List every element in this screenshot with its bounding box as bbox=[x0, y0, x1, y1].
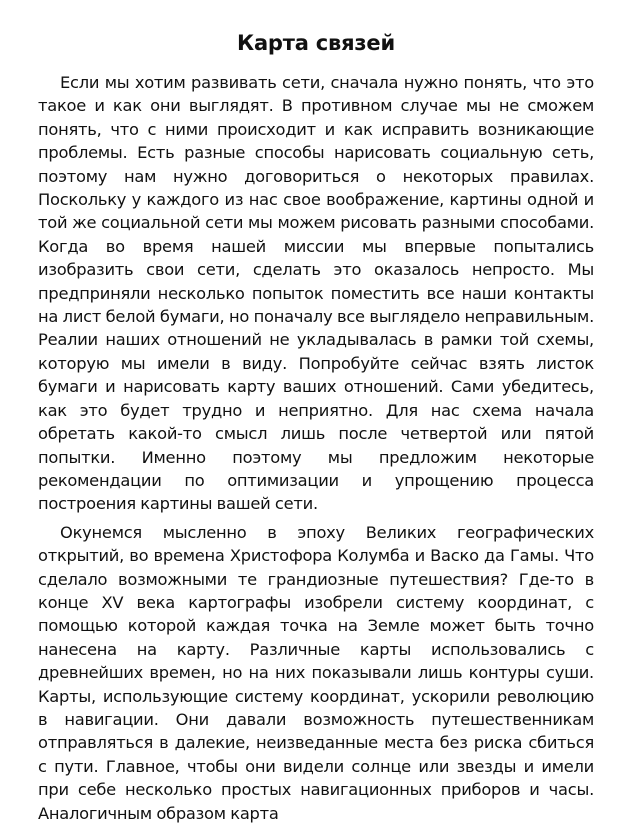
body-text bbox=[38, 71, 594, 825]
document-page bbox=[38, 28, 594, 825]
paragraph-1: Если мы хотим развивать сети, сначала нужно понять, что это такое и как они выглядят. В противном случае мы не сможем понять, что с ними происходит и как исправить возникающие проблемы. Есть разные способы нарисовать социальную сеть, поэтому нам нужно договориться о некоторых правилах. Поскольку у каждого из нас свое воображение, картины одной и той же социальной сети мы можем рисовать разными способами. Когда во время нашей миссии мы впервые попытались изобразить свои сети, сделать это оказалось непросто. Мы предприняли несколько попыток поместить все наши контакты на лист белой бумаги, но поначалу все выглядело неправильным. Реалии наших отношений не укладывалась в рамки той схемы, которую мы имели в виду. Попробуйте сейчас взять листок бумаги и нарисовать карту ваших отношений. Сами убедитесь, как это будет трудно и неприятно. Для нас схема начала обретать какой-то смысл лишь после четвертой или пятой попытки. Именно поэтому мы предложим некоторые рекомендации по оптимизации и упрощению процесса построения картины вашей сети. bbox=[38, 73, 594, 514]
paragraph-2: Окунемся мысленно в эпоху Великих географических открытий, во времена Христофора Колумба и Васко да Гамы. Что сделало возможными те грандиозные путешествия? Где-то в конце XV века картографы изобрели систему координат, с помощью которой каждая точка на Земле может быть точно нанесена на карту. Различные карты использовались с древнейших времен, но на них показывали лишь контуры суши. Карты, использующие систему координат, ускорили революцию в навигации. Они давали возможность путешественникам отправляться в далекие, неизведанные места без риска сбиться с пути. Главное, чтобы они видели солнце или звезды и имели при себе несколько простых навигационных приборов и часы. Аналогичным образом карта bbox=[38, 522, 594, 823]
page-title: Карта связей bbox=[236, 31, 395, 55]
